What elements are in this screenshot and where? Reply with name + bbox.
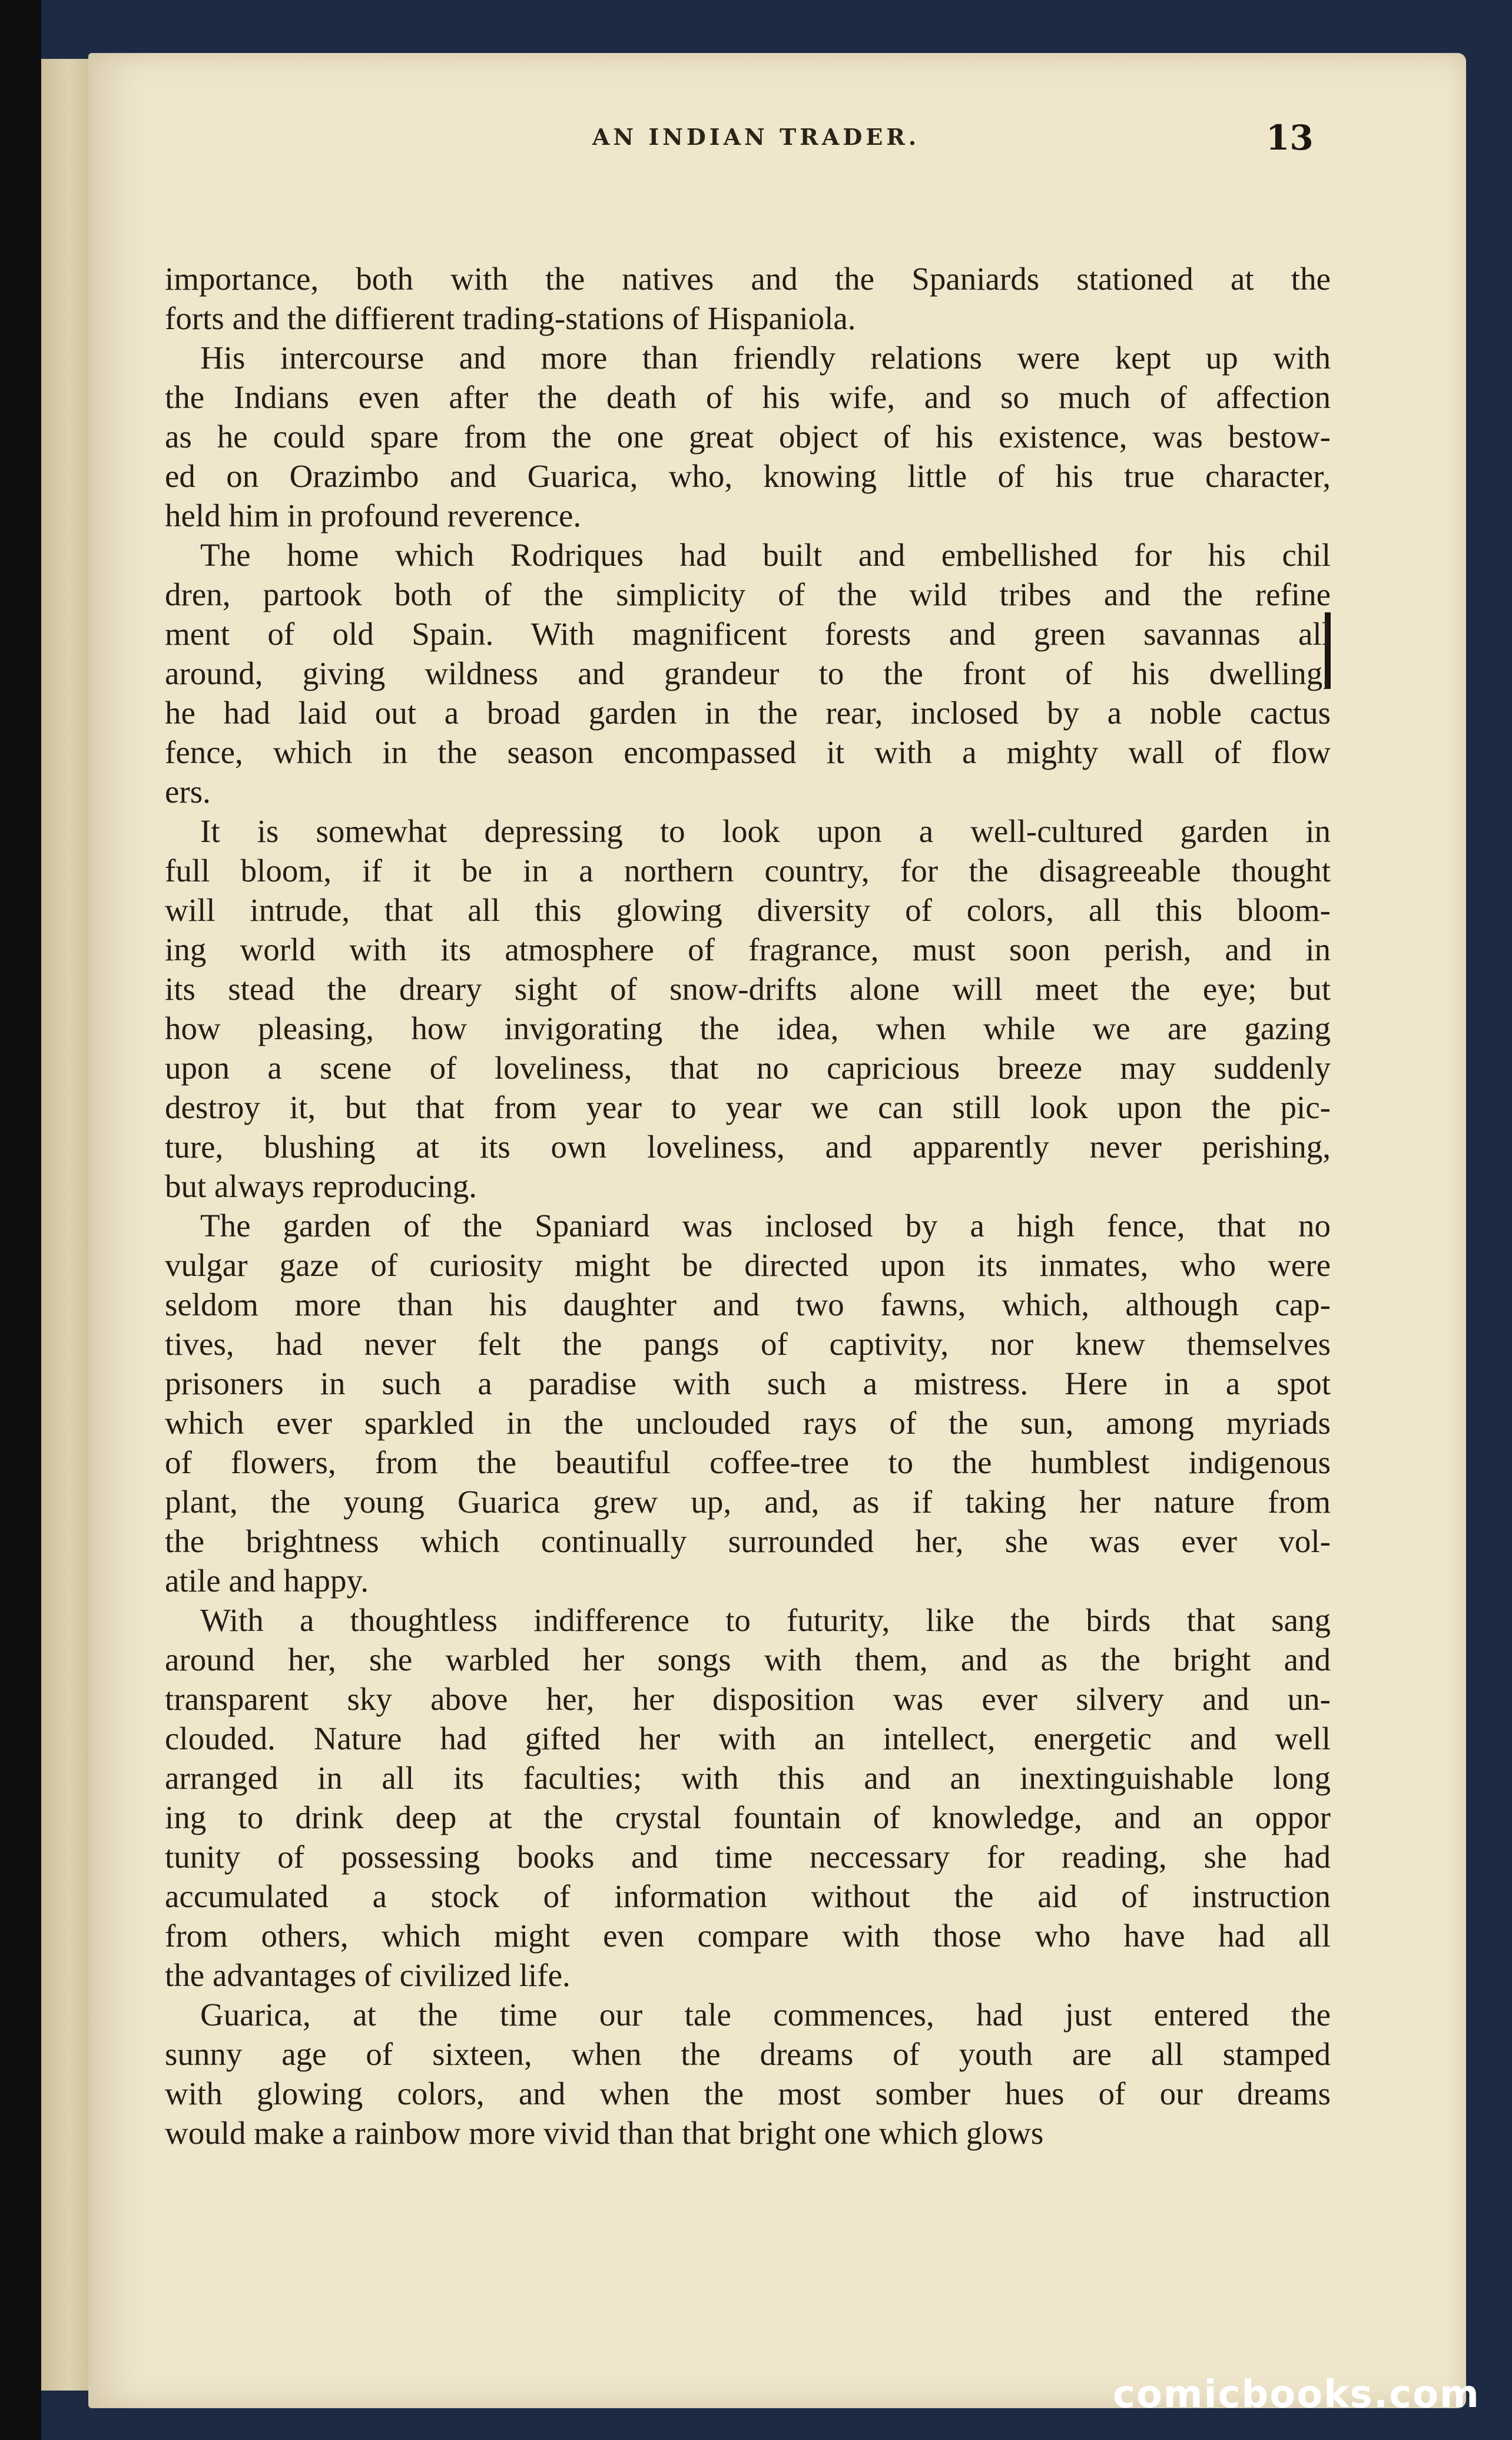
text-line: His intercourse and more than friendly relations were kept up with: [200, 340, 1331, 376]
text-line: tunity of possessing books and time neccessary for reading, she had: [165, 1839, 1331, 1875]
text-line: ers.: [165, 774, 211, 810]
running-title: AN INDIAN TRADER.: [592, 124, 920, 150]
text-line: as he could spare from the one great object of his existence, was bestow-: [165, 419, 1331, 455]
paragraph: [165, 1206, 1331, 1600]
text-line: importance, both with the natives and the Spaniards stationed at the: [165, 261, 1331, 297]
text-line: its stead the dreary sight of snow-drifts alone will meet the eye; but: [165, 971, 1331, 1007]
text-line: upon a scene of loveliness, that no capricious breeze may suddenly: [165, 1050, 1331, 1086]
paragraph: [165, 535, 1331, 811]
paragraph: [165, 811, 1331, 1206]
text-line: Guarica, at the time our tale commences, had just entered the: [200, 1997, 1331, 2033]
text-line: will intrude, that all this glowing diversity of colors, all this bloom-: [165, 892, 1331, 928]
facing-page-edge: [41, 59, 91, 2391]
book-spine: [0, 0, 41, 2440]
text-line: forts and the diffierent trading-stations of Hispaniola.: [165, 300, 856, 336]
text-line: which ever sparkled in the unclouded rays of the sun, among myriads: [165, 1405, 1331, 1441]
text-line: ment of old Spain. With magnificent forests and green savannas all: [165, 616, 1331, 652]
text-line: transparent sky above her, her disposition was ever silvery and un-: [165, 1681, 1331, 1717]
text-line: fence, which in the season encompassed it with a mighty wall of flow: [165, 734, 1331, 770]
text-line: vulgar gaze of curiosity might be directed upon its inmates, who were: [165, 1247, 1331, 1283]
text-line: clouded. Nature had gifted her with an intellect, energetic and well: [165, 1720, 1331, 1756]
text-line: from others, which might even compare with those who have had all: [165, 1918, 1331, 1954]
text-line: the advantages of civilized life.: [165, 1957, 571, 1993]
text-line: tives, had never felt the pangs of captivity, nor knew themselves: [165, 1326, 1331, 1362]
text-line: around her, she warbled her songs with them, and as the bright and: [165, 1642, 1331, 1678]
text-line: It is somewhat depressing to look upon a well-cultured garden in: [200, 813, 1331, 849]
text-line: ed on Orazimbo and Guarica, who, knowing little of his true character,: [165, 458, 1331, 494]
text-line: of flowers, from the beautiful coffee-tree to the humblest indigenous: [165, 1444, 1331, 1480]
text-line: he had laid out a broad garden in the rear, inclosed by a noble cactus: [165, 695, 1331, 731]
text-line: full bloom, if it be in a northern country, for the disagreeable thought: [165, 853, 1331, 889]
paragraph: [165, 259, 1331, 338]
text-line: with glowing colors, and when the most somber hues of our dreams: [165, 2076, 1331, 2111]
text-line: the Indians even after the death of his wife, and so much of affection: [165, 379, 1331, 415]
paragraph: [165, 1600, 1331, 1995]
text-line: The home which Rodriques had built and embellished for his chil: [200, 537, 1331, 573]
text-line: The garden of the Spaniard was inclosed by a high fence, that no: [200, 1208, 1331, 1244]
text-line: dren, partook both of the simplicity of the wild tribes and the refine: [165, 576, 1331, 612]
text-line: atile and happy.: [165, 1563, 369, 1599]
text-line: how pleasing, how invigorating the idea, when while we are gazing: [165, 1010, 1331, 1046]
text-line: plant, the young Guarica grew up, and, as if taking her nature from: [165, 1484, 1331, 1520]
text-line: seldom more than his daughter and two fawns, which, although cap-: [165, 1287, 1331, 1322]
text-line: the brightness which continually surrounded her, she was ever vol-: [165, 1523, 1331, 1559]
body-text: [165, 259, 1331, 2153]
watermark: comicbooks.com: [1113, 2373, 1480, 2416]
text-line: accumulated a stock of information without the aid of instruction: [165, 1878, 1331, 1914]
text-line: held him in profound reverence.: [165, 498, 582, 533]
text-line: ing world with its atmosphere of fragrance, must soon perish, and in: [165, 931, 1331, 967]
paragraph: [165, 1995, 1331, 2153]
text-line: arranged in all its faculties; with this and an inextinguishable long: [165, 1760, 1331, 1796]
text-line: would make a rainbow more vivid than that bright one which glows: [165, 2115, 1044, 2151]
text-line: destroy it, but that from year to year we can still look upon the pic-: [165, 1089, 1331, 1125]
page-number: 13: [1266, 118, 1314, 158]
text-line: ing to drink deep at the crystal fountain of knowledge, and an oppor: [165, 1799, 1331, 1835]
text-line: prisoners in such a paradise with such a mistress. Here in a spot: [165, 1365, 1331, 1401]
text-line: but always reproducing.: [165, 1168, 477, 1204]
text-line: sunny age of sixteen, when the dreams of youth are all stamped: [165, 2036, 1331, 2072]
paragraph: [165, 338, 1331, 535]
text-line: With a thoughtless indifference to futurity, like the birds that sang: [200, 1602, 1331, 1638]
text-line: around, giving wildness and grandeur to the front of his dwelling,: [165, 655, 1331, 691]
text-line: ture, blushing at its own loveliness, and apparently never perishing,: [165, 1129, 1331, 1165]
